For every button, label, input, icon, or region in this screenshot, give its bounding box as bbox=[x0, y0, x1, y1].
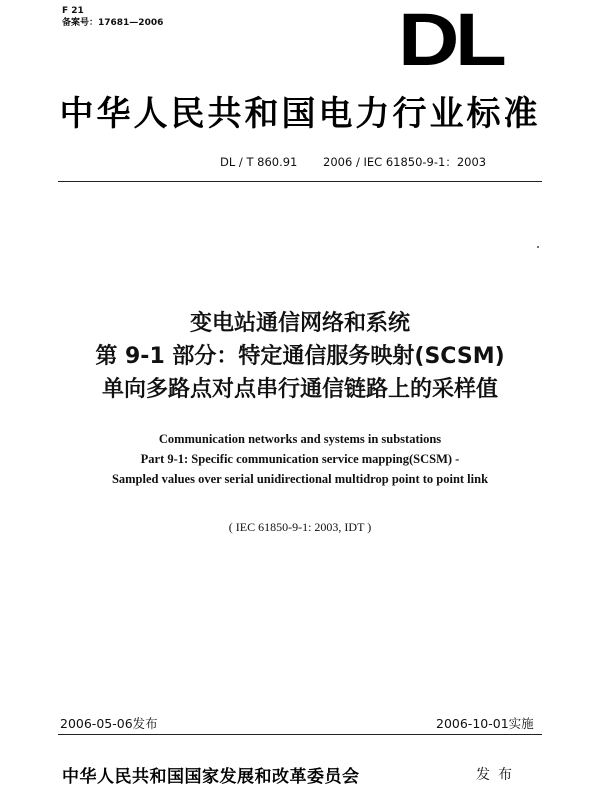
header-divider bbox=[58, 181, 542, 182]
en-title-line1: Communication networks and systems in substations bbox=[158, 432, 442, 446]
en-title-line2: Part 9-1: Specific communication service mapping(SCSM) - bbox=[140, 452, 460, 466]
issuer-name: 中华人民共和国国家发展和改革委员会 bbox=[62, 767, 360, 787]
org-title: 中华人民共和国电力行业标准 bbox=[59, 94, 541, 134]
record-number: 备案号：17681—2006 bbox=[62, 18, 164, 28]
speck bbox=[537, 246, 539, 248]
en-title-line3: Sampled values over serial unidirectional multidrop point to point link bbox=[111, 472, 489, 486]
implement-date: 2006-10-01实施 bbox=[436, 716, 534, 731]
dl-logo: DL bbox=[398, 0, 503, 81]
cn-title-line2: 第 9-1 部分：特定通信服务映射(SCSM) bbox=[95, 344, 505, 369]
issue-action: 发布 bbox=[476, 767, 520, 783]
standard-number-line bbox=[220, 154, 508, 170]
standard-number: DL / T 860.91 bbox=[220, 155, 298, 169]
cn-title-line1: 变电站通信网络和系统 bbox=[189, 311, 410, 336]
cn-title-line3: 单向多路点对点串行通信链路上的采样值 bbox=[101, 377, 498, 402]
equivalent-standard: 2006 / IEC 61850-9-1：2003 bbox=[323, 155, 487, 169]
footer-divider bbox=[58, 734, 542, 735]
publish-date: 2006-05-06发布 bbox=[60, 716, 158, 731]
adoption-note: ( IEC 61850-9-1: 2003, IDT ) bbox=[228, 520, 372, 534]
classification-code: F 21 bbox=[62, 6, 84, 16]
